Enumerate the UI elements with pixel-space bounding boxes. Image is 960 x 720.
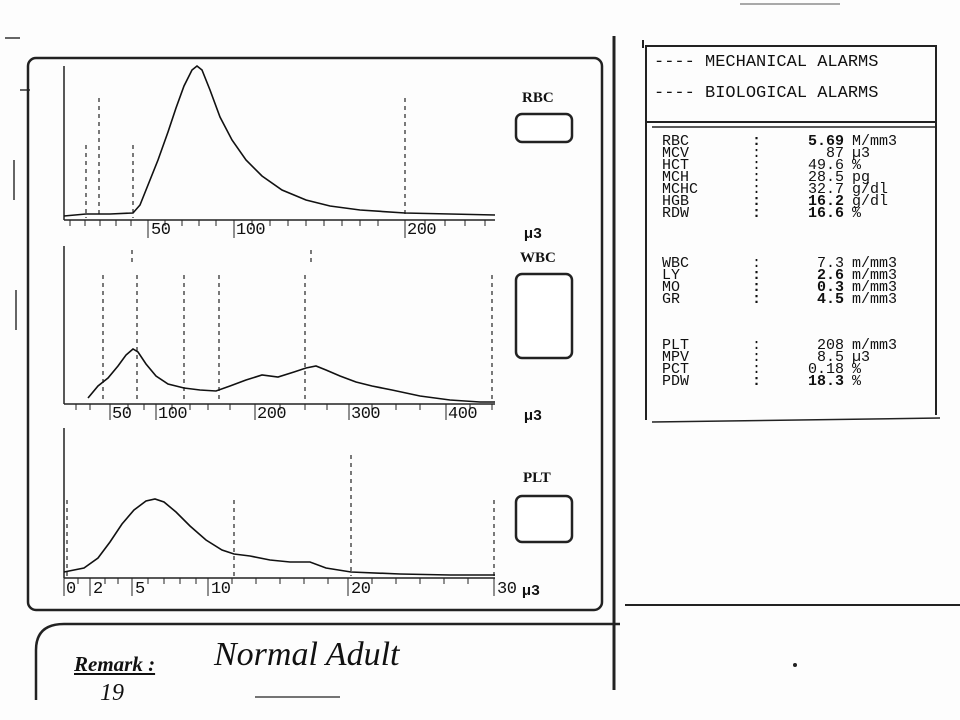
rbc-curve [64,66,495,216]
plt-histogram [64,428,495,596]
result-name: MO [662,279,681,296]
result-value: 18.3 [807,373,844,390]
rbc-tick-label: 100 [236,221,266,240]
rbc-unit-label: µ3 [524,226,543,243]
result-unit: m/mm3 [852,279,898,296]
result-name: WBC [662,255,690,272]
result-name: HGB [662,193,690,210]
result-value: 8.5 [816,349,844,366]
rbc-tick-label: 50 [151,221,171,240]
result-unit: µ3 [852,349,871,366]
result-value: 4.5 [816,291,844,308]
result-name: PDW [662,373,690,390]
remark-label: Remark : [74,652,156,676]
plt-tick-label: 2 [93,580,103,599]
remark-handwritten-text: Normal Adult [214,636,400,673]
result-unit: m/mm3 [852,255,898,272]
result-unit: m/mm3 [852,267,898,284]
result-separator: : [752,267,762,284]
result-unit: % [852,361,862,378]
result-name: MPV [662,349,690,366]
result-name: GR [662,291,681,308]
result-value: 16.2 [807,193,844,210]
result-unit: % [852,157,862,174]
wbc-indicator-button [516,274,572,358]
result-separator: : [752,133,762,150]
result-unit: m/mm3 [852,291,898,308]
wbc-histogram [64,246,495,420]
wbc-tick-label: 200 [257,405,287,424]
result-separator: : [752,373,762,390]
result-unit: pg [852,169,871,186]
result-name: RDW [662,205,690,222]
result-value: 32.7 [807,181,844,198]
wbc-curve [88,349,495,402]
result-unit: M/mm3 [852,133,898,150]
result-name: MCHC [662,181,699,198]
plt-tick-label: 20 [351,580,371,599]
result-name: LY [662,267,681,284]
result-value: 16.6 [807,205,844,222]
result-separator: : [752,349,762,366]
result-name: PLT [662,337,690,354]
plt-label: PLT [523,470,551,486]
wbc-label: WBC [520,250,556,266]
result-unit: g/dl [852,193,889,210]
result-value: 87 [825,145,844,162]
plt-tick-label: 0 [66,580,76,599]
rbc-indicator-button [516,114,572,142]
rbc-histogram [64,66,495,238]
result-value: 28.5 [807,169,844,186]
result-unit: g/dl [852,181,889,198]
result-separator: : [752,157,762,174]
result-value: 49.6 [807,157,844,174]
result-unit: µ3 [852,145,871,162]
plt-indicator-button [516,496,572,542]
plt-tick-label: 10 [211,580,231,599]
plt-unit-label: µ3 [522,583,541,600]
result-separator: : [752,361,762,378]
result-value: 0.3 [816,279,844,296]
result-separator: : [752,145,762,162]
plt-tick-label: 30 [497,580,517,599]
result-unit: % [852,205,862,222]
result-value: 208 [816,337,844,354]
page-number: 19 [100,680,124,706]
result-name: HCT [662,157,690,174]
result-separator: : [752,193,762,210]
result-unit: % [852,373,862,390]
result-separator: : [752,205,762,222]
result-separator: : [752,255,762,272]
result-separator: : [752,181,762,198]
result-value: 5.69 [807,133,844,150]
mechanical-alarms-label: ---- MECHANICAL ALARMS [654,53,879,72]
wbc-tick-label: 100 [158,405,188,424]
result-name: MCH [662,169,690,186]
rbc-label: RBC [522,90,554,106]
wbc-tick-label: 400 [448,405,478,424]
biological-alarms-label: ---- BIOLOGICAL ALARMS [654,84,879,103]
result-name: MCV [662,145,690,162]
result-unit: m/mm3 [852,337,898,354]
rbc-tick-label: 200 [407,221,437,240]
plt-tick-label: 5 [135,580,145,599]
result-value: 7.3 [816,255,844,272]
plt-curve [64,499,495,575]
result-value: 2.6 [816,267,844,284]
result-separator: : [752,291,762,308]
result-separator: : [752,169,762,186]
wbc-tick-label: 300 [351,405,381,424]
wbc-unit-label: µ3 [524,408,543,425]
wbc-tick-label: 50 [112,405,132,424]
result-name: RBC [662,133,690,150]
result-value: 0.18 [807,361,844,378]
result-name: PCT [662,361,690,378]
result-separator: : [752,279,762,296]
result-separator: : [752,337,762,354]
